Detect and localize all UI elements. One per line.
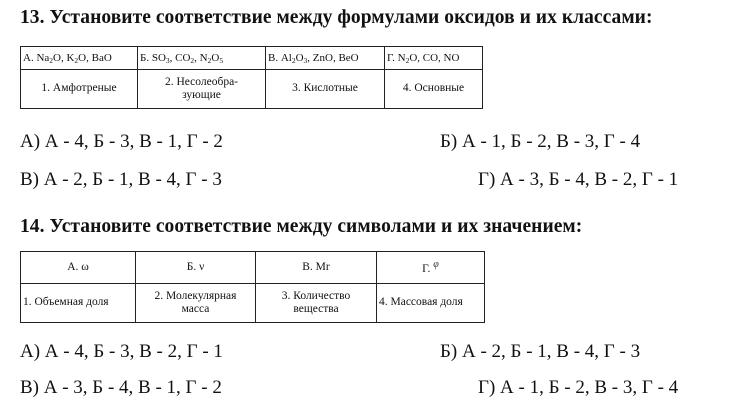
symbol-b: Б. ν bbox=[136, 252, 256, 284]
phi-symbol: φ bbox=[433, 258, 439, 270]
symbol-v: В. Mr bbox=[256, 252, 377, 284]
q13-option-a[interactable]: А) А - 4, Б - 3, В - 1, Г - 2 bbox=[20, 131, 223, 152]
q14-option-d[interactable]: Г) А - 1, Б - 2, В - 3, Г - 4 bbox=[478, 377, 679, 398]
formula-subscript: 3 bbox=[303, 55, 308, 65]
oxide-class-3: 3. Кислотные bbox=[266, 70, 385, 109]
meaning-3: 3. Количество вещества bbox=[256, 284, 377, 323]
question-13-title bbox=[20, 7, 653, 29]
formula-subscript: 2 bbox=[49, 55, 54, 65]
oxide-group-a: А. $Na_2O$, $K_2O$, BaO bbox=[21, 47, 138, 70]
symbol-a: А. ω bbox=[21, 252, 136, 284]
formula-subscript: 2 bbox=[291, 55, 296, 65]
meaning-1: 1. Объемная доля bbox=[21, 284, 136, 323]
meaning-4: 4. Массовая доля bbox=[377, 284, 485, 323]
symbol-g-letter: Г. bbox=[422, 262, 431, 275]
q13-option-d[interactable]: Г) А - 3, Б - 4, В - 2, Г - 1 bbox=[478, 169, 679, 190]
formula-subscript: 2 bbox=[405, 55, 410, 65]
formula-subscript: 2 bbox=[74, 55, 79, 65]
formula-subscript: 3 bbox=[165, 55, 170, 65]
symbols-table bbox=[20, 251, 485, 323]
q14-option-c[interactable]: В) А - 3, Б - 4, В - 1, Г - 2 bbox=[20, 377, 222, 398]
q13-option-c[interactable]: В) А - 2, Б - 1, В - 4, Г - 3 bbox=[20, 169, 222, 190]
formula-subscript: 5 bbox=[219, 55, 224, 65]
question-13-text: Установите соответствие между формулами оксидов и их классами: bbox=[49, 7, 653, 28]
oxide-class-4: 4. Основные bbox=[385, 70, 483, 109]
question-13-number: 13. bbox=[20, 7, 45, 28]
oxide-group-b: Б. $SO_3$, $CO_2$, $N_2O_5$ bbox=[138, 47, 266, 70]
meaning-2: 2. Молекулярная масса bbox=[136, 284, 256, 323]
oxide-group-v: В. $Al_2O_3$, ZnO, BeO bbox=[266, 47, 385, 70]
question-14-number: 14. bbox=[20, 216, 45, 237]
q14-option-b[interactable]: Б) А - 2, Б - 1, В - 4, Г - 3 bbox=[440, 341, 641, 362]
q14-option-a[interactable]: А) А - 4, Б - 3, В - 2, Г - 1 bbox=[20, 341, 223, 362]
formula-subscript: 2 bbox=[207, 55, 212, 65]
oxide-class-2: 2. Несолеобра- зующие bbox=[138, 70, 266, 109]
formula-subscript: 2 bbox=[190, 55, 195, 65]
question-14-title bbox=[20, 216, 582, 238]
q13-option-b[interactable]: Б) А - 1, Б - 2, В - 3, Г - 4 bbox=[440, 131, 641, 152]
oxide-class-1: 1. Амфотреные bbox=[21, 70, 138, 109]
symbol-g bbox=[377, 252, 485, 284]
question-14-text: Установите соответствие между символами и их значением: bbox=[49, 216, 583, 237]
oxide-group-g: Г. $N_2O$, CO, NO bbox=[385, 47, 483, 70]
oxides-table bbox=[20, 46, 483, 109]
